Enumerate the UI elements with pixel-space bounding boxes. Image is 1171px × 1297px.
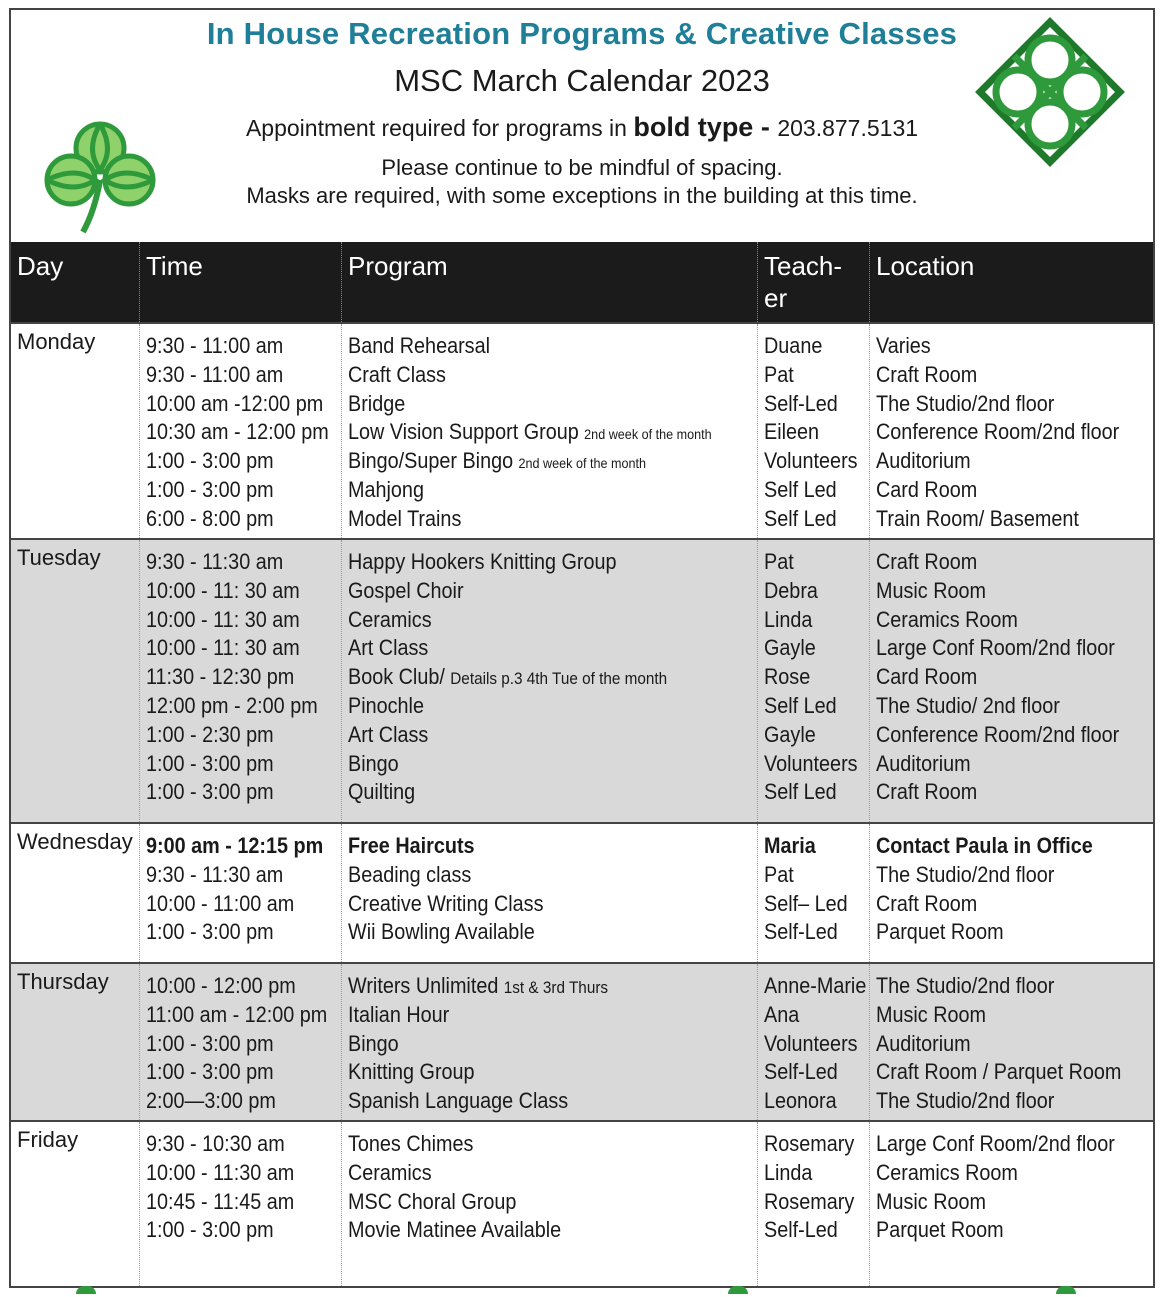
location-text [876,1216,1125,1245]
teacher-text [764,918,859,947]
thursday-section [11,962,1153,1120]
program-text-text: Knitting Group [348,1059,475,1085]
time-text [146,1216,322,1245]
program-text-text: Tones Chimes [348,1131,474,1156]
location-text [876,447,1125,476]
program-text [348,447,716,476]
teacher-text [764,361,859,390]
teacher-text [764,1001,859,1030]
location-text-text: The Studio/ 2nd floor [876,692,1060,718]
time-text [146,890,322,919]
celtic-knot-icon [974,16,1126,168]
time-text [146,634,322,663]
teacher-text [764,861,859,890]
program-text [348,1216,716,1245]
location-text [876,1159,1125,1188]
program-text [348,750,716,779]
location-text-text: Large Conf Room/2nd floor [876,635,1115,661]
day-label: Monday [17,329,96,354]
time-text-text: 9:00 am - 12:15 pm [146,833,324,858]
location-text-text: Auditorium [876,750,971,776]
location-text [876,418,1125,447]
teacher-text [764,418,859,447]
location-text-text: Ceramics Room [876,606,1018,632]
header-teacher [757,242,869,322]
wednesday-section [11,822,1153,962]
teacher-text-text: Linda [764,1159,813,1185]
friday-day-cell [11,1122,139,1286]
program-text [348,577,716,606]
program-text [348,1058,716,1087]
time-text-text: 1:00 - 3:00 pm [146,476,274,502]
time-text [146,692,322,721]
header-teacher-line2: er [764,283,788,313]
teacher-text [764,750,859,779]
location-text [876,361,1125,390]
teacher-text-text: Rosemary [764,1188,855,1214]
teacher-text [764,1159,859,1188]
teacher-text [764,1130,859,1159]
teacher-text-text: Volunteers [764,448,858,474]
tuesday-teacher-cell [757,540,869,822]
teacher-text-text: Pat [764,361,794,387]
time-text-text: 10:00 - 11: 30 am [146,606,300,632]
program-text-text: Mahjong [348,476,424,502]
location-text-text: Conference Room/2nd floor [876,419,1120,445]
time-text-text: 11:00 am - 12:00 pm [146,1001,328,1027]
time-text-text: 10:00 am -12:00 pm [146,390,324,416]
monday-program-cell [341,324,757,538]
time-text [146,332,322,361]
location-text-text: Auditorium [876,1030,971,1056]
location-text-text: Craft Room [876,890,978,916]
header-teacher-line1: Teach- [764,251,843,281]
program-text [348,1087,716,1116]
time-text-text: 9:30 - 11:00 am [146,333,284,358]
program-note: Details p.3 4th Tue of the month [450,669,668,689]
teacher-text-text: Pat [764,549,794,574]
wednesday-teacher-cell [757,824,869,962]
location-text [876,861,1125,890]
time-text [146,1030,322,1059]
location-text [876,890,1125,919]
program-text [348,663,716,692]
location-text-text: Train Room/ Basement [876,505,1079,531]
teacher-text [764,390,859,419]
tuesday-section [11,538,1153,822]
time-text-text: 10:00 - 11: 30 am [146,635,300,661]
location-text [876,476,1125,505]
location-text [876,577,1125,606]
thursday-time-cell [139,964,341,1120]
page-title: In House Recreation Programs & Creative Classes [206,16,958,51]
teacher-text-text: Debra [764,577,818,603]
time-text-text: 1:00 - 3:00 pm [146,448,274,474]
teacher-text [764,1058,859,1087]
wednesday-program-cell [341,824,757,962]
tuesday-time-cell [139,540,341,822]
day-label: Thursday [17,969,109,994]
location-text [876,505,1125,534]
friday-location-cell [869,1122,1153,1286]
time-text-text: 1:00 - 3:00 pm [146,1217,274,1243]
program-text-text: Movie Matinee Available [348,1217,562,1243]
teacher-text [764,1216,859,1245]
teacher-text-text: Self– Led [764,890,848,916]
table-header [11,242,1153,322]
clover-fragment-icon [1056,1286,1076,1294]
program-text-text: Art Class [348,635,429,661]
location-text [876,721,1125,750]
friday-teacher-cell [757,1122,869,1286]
calendar-page [9,8,1155,1288]
teacher-text [764,663,859,692]
teacher-text-text: Ana [764,1001,800,1027]
location-text [876,663,1125,692]
program-text [348,778,716,807]
clover-fragment-icon [76,1286,96,1294]
time-text-text: 10:00 - 11:30 am [146,1159,295,1185]
teacher-text [764,778,859,807]
program-text [348,606,716,635]
thursday-location-cell [869,964,1153,1120]
program-text [348,861,716,890]
time-text [146,750,322,779]
tuesday-location-cell [869,540,1153,822]
location-text [876,1001,1125,1030]
schedule-table [11,242,1153,1286]
time-text [146,1130,322,1159]
program-text-text: Bingo/Super Bingo [348,448,514,474]
day-label: Wednesday [17,829,133,854]
teacher-text [764,832,859,861]
location-text-text: Card Room [876,476,978,502]
teacher-text-text: Self Led [764,476,837,502]
program-text [348,1030,716,1059]
program-text-text: Free Haircuts [348,833,475,858]
time-text [146,1001,328,1030]
teacher-text-text: Self Led [764,692,837,718]
teacher-text-text: Leonora [764,1088,837,1114]
location-text-text: The Studio/2nd floor [876,861,1055,887]
thursday-program-cell [341,964,757,1120]
appointment-bold: bold type - [633,112,778,142]
time-text [146,1087,322,1116]
header-program: Program [341,242,757,322]
time-text [146,1058,322,1087]
teacher-text-text: Volunteers [764,750,858,776]
time-text [146,861,322,890]
program-text-text: Writers Unlimited [348,973,499,998]
program-text-text: MSC Choral Group [348,1188,517,1214]
program-text [348,548,716,577]
program-note: 2nd week of the month [518,455,647,472]
teacher-text-text: Gayle [764,635,816,661]
day-label: Tuesday [17,545,101,570]
location-text-text: The Studio/2nd floor [876,390,1055,416]
teacher-text-text: Self-Led [764,1217,838,1243]
monday-time-cell [139,324,341,538]
program-text-text: Ceramics [348,1159,432,1185]
time-text-text: 1:00 - 3:00 pm [146,1059,274,1085]
tuesday-program-cell [341,540,757,822]
time-text [146,972,322,1001]
location-text [876,832,1125,861]
location-text [876,1130,1125,1159]
wednesday-time-cell [139,824,341,962]
teacher-text [764,548,859,577]
location-text [876,1058,1125,1087]
thursday-day-cell [11,964,139,1120]
location-text-text: Varies [876,333,931,358]
teacher-text-text: Pat [764,861,794,887]
time-text-text: 1:00 - 3:00 pm [146,779,274,805]
program-text [348,1188,716,1217]
location-text [876,332,1125,361]
teacher-text-text: Rosemary [764,1131,855,1156]
teacher-text-text: Duane [764,333,823,358]
program-text-text: Pinochle [348,692,424,718]
teacher-text-text: Self Led [764,779,837,805]
program-text-text: Quilting [348,779,416,805]
location-text [876,634,1125,663]
program-text-text: Wii Bowling Available [348,919,535,945]
teacher-text-text: Self-Led [764,390,838,416]
program-text-text: Gospel Choir [348,577,464,603]
location-text-text: Music Room [876,577,987,603]
clover-fragment-icon [728,1286,748,1294]
spacing-note-line1: Please continue to be mindful of spacing. [381,155,783,180]
program-text-text: Beading class [348,861,472,887]
teacher-text [764,1030,859,1059]
program-text-text: Creative Writing Class [348,890,544,916]
time-text-text: 9:30 - 11:00 am [146,361,284,387]
location-text-text: The Studio/2nd floor [876,973,1055,998]
program-text [348,721,716,750]
location-text-text: The Studio/2nd floor [876,1088,1055,1114]
location-text-text: Craft Room [876,549,978,574]
location-text-text: Contact Paula in Office [876,833,1093,858]
time-text [146,1159,322,1188]
teacher-text [764,1087,859,1116]
teacher-text-text: Volunteers [764,1030,858,1056]
teacher-text-text: Linda [764,606,813,632]
thursday-teacher-cell [757,964,869,1120]
time-text-text: 6:00 - 8:00 pm [146,505,274,531]
wednesday-day-cell [11,824,139,962]
time-text [146,476,322,505]
monday-day-cell [11,324,139,538]
location-text [876,692,1125,721]
time-text-text: 1:00 - 3:00 pm [146,919,274,945]
teacher-text-text: Maria [764,833,816,858]
program-text [348,890,716,919]
teacher-text [764,721,859,750]
program-note: 2nd week of the month [584,426,712,443]
friday-section [11,1120,1153,1286]
appointment-phone: 203.877.5131 [777,115,919,141]
location-text [876,918,1125,947]
program-text [348,832,716,861]
time-text [146,778,322,807]
time-text-text: 9:30 - 10:30 am [146,1131,285,1156]
location-text-text: Parquet Room [876,1217,1004,1243]
program-text [348,692,716,721]
teacher-text [764,606,859,635]
program-text-text: Bridge [348,390,406,416]
friday-program-cell [341,1122,757,1286]
location-text [876,750,1125,779]
program-text [348,1001,716,1030]
location-text-text: Parquet Room [876,919,1004,945]
teacher-text [764,634,859,663]
time-text [146,447,322,476]
time-text [146,663,322,692]
program-text [348,418,716,447]
location-text-text: Ceramics Room [876,1159,1018,1185]
program-text [348,918,716,947]
time-text-text: 9:30 - 11:30 am [146,861,284,887]
program-text-text: Italian Hour [348,1001,450,1027]
program-text [348,390,716,419]
location-text-text: Craft Room [876,361,978,387]
location-text [876,778,1125,807]
teacher-text [764,972,867,1001]
program-text-text: Low Vision Support Group [348,419,579,445]
location-text [876,972,1125,1001]
program-text [348,476,716,505]
teacher-text-text: Gayle [764,721,816,747]
teacher-text-text: Rose [764,664,811,690]
program-text [348,505,716,534]
time-text [146,1188,322,1217]
time-text-text: 9:30 - 11:30 am [146,549,284,574]
location-text [876,1030,1125,1059]
spacing-note-line2: Masks are required, with some exceptions in the building at this time. [246,183,918,208]
program-text-text: Spanish Language Class [348,1088,569,1114]
program-text [348,361,716,390]
teacher-text [764,332,859,361]
program-text [348,332,716,361]
location-text-text: Music Room [876,1188,987,1214]
time-text [146,721,322,750]
location-text-text: Craft Room [876,779,978,805]
program-text-text: Craft Class [348,361,446,387]
program-text-text: Happy Hookers Knitting Group [348,549,617,574]
teacher-text [764,692,859,721]
location-text [876,1087,1125,1116]
time-text-text: 10:00 - 11: 30 am [146,577,300,603]
teacher-text [764,577,859,606]
time-text [146,606,322,635]
day-label: Friday [17,1127,79,1152]
teacher-text [764,476,859,505]
monday-location-cell [869,324,1153,538]
program-text-text: Book Club/ [348,664,445,690]
program-text-text: Bingo [348,1030,399,1056]
program-text-text: Ceramics [348,606,432,632]
program-text-text: Model Trains [348,505,462,531]
location-text-text: Auditorium [876,448,971,474]
time-text-text: 1:00 - 2:30 pm [146,721,274,747]
program-text-text: Band Rehearsal [348,333,491,358]
teacher-text-text: Eileen [764,419,820,445]
time-text [146,418,329,447]
monday-teacher-cell [757,324,869,538]
header-day: Day [17,251,64,281]
location-text-text: Card Room [876,664,978,690]
time-text-text: 2:00—3:00 pm [146,1088,276,1114]
time-text-text: 10:00 - 12:00 pm [146,973,296,998]
program-note: 1st & 3rd Thurs [503,978,609,997]
header-location: Location [869,242,1153,322]
friday-time-cell [139,1122,341,1286]
time-text [146,918,322,947]
program-text [348,634,716,663]
appointment-prefix: Appointment required for programs in [245,115,634,141]
program-text-text: Art Class [348,721,429,747]
program-text [348,1159,716,1188]
teacher-text-text: Self Led [764,505,837,531]
location-text-text: Craft Room / Parquet Room [876,1059,1122,1085]
teacher-text-text: Self-Led [764,1059,838,1085]
monday-section [11,322,1153,538]
time-text [146,361,322,390]
location-text-text: Conference Room/2nd floor [876,721,1120,747]
teacher-text [764,447,859,476]
teacher-text [764,1188,859,1217]
time-text-text: 1:00 - 3:00 pm [146,1030,274,1056]
location-text-text: Music Room [876,1001,987,1027]
page-subtitle: MSC March Calendar 2023 [394,63,770,98]
teacher-text-text: Anne-Marie [764,973,867,998]
teacher-text [764,505,859,534]
location-text-text: Large Conf Room/2nd floor [876,1131,1115,1156]
time-text-text: 10:30 am - 12:00 pm [146,419,329,445]
location-text [876,1188,1125,1217]
teacher-text [764,890,859,919]
time-text [146,390,322,419]
location-text [876,606,1125,635]
program-text [348,1130,716,1159]
location-text [876,390,1125,419]
shamrock-icon [35,110,165,240]
teacher-text-text: Self-Led [764,919,838,945]
time-text-text: 10:00 - 11:00 am [146,890,295,916]
time-text [146,577,322,606]
program-text [348,972,716,1001]
location-text [876,548,1125,577]
tuesday-day-cell [11,540,139,822]
time-text-text: 12:00 pm - 2:00 pm [146,692,318,718]
time-text-text: 10:45 - 11:45 am [146,1188,295,1214]
time-text [146,548,322,577]
time-text-text: 1:00 - 3:00 pm [146,750,274,776]
time-text [146,505,322,534]
header-time: Time [139,242,341,322]
program-text-text: Bingo [348,750,399,776]
time-text [146,832,322,861]
wednesday-location-cell [869,824,1153,962]
time-text-text: 11:30 - 12:30 pm [146,664,295,690]
